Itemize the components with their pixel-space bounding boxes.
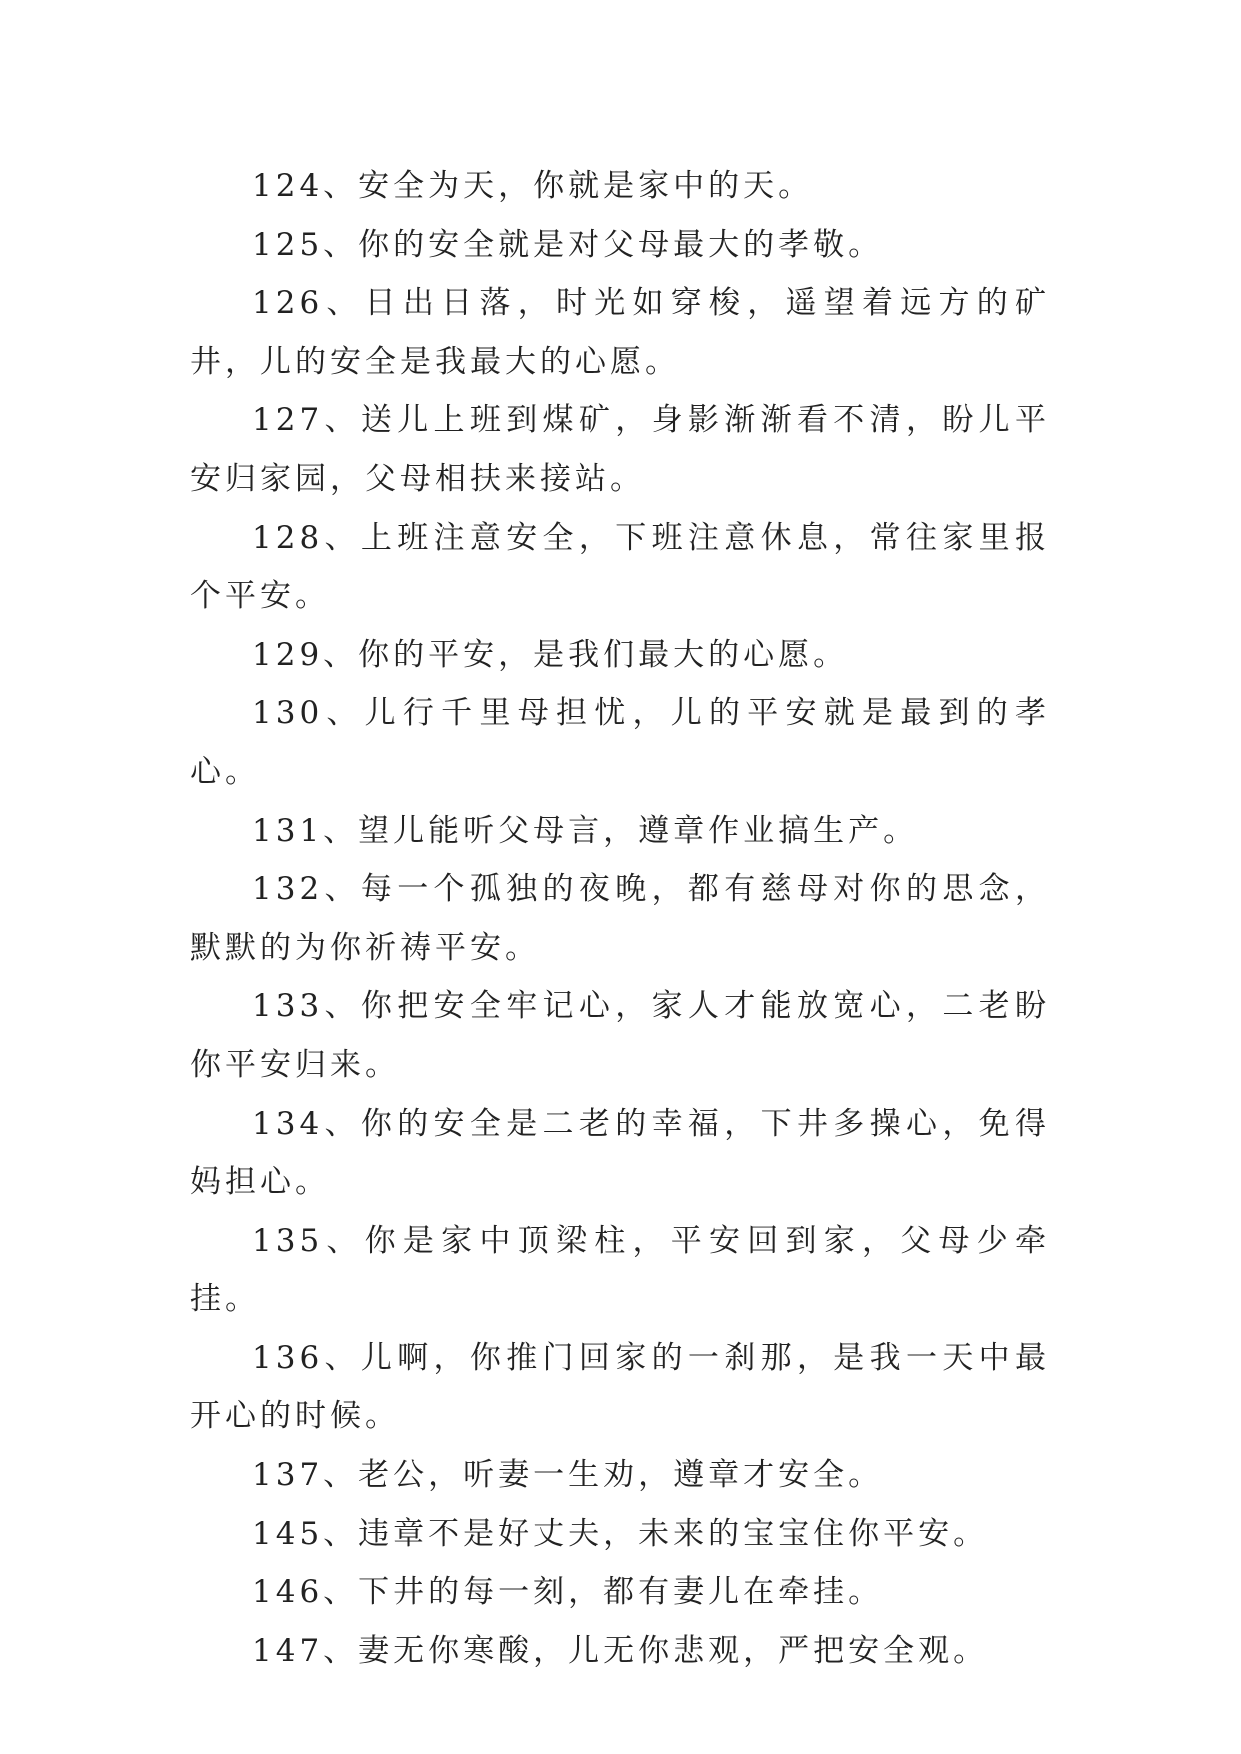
paragraph-146: 146、下井的每一刻，都有妻儿在牵挂。 xyxy=(252,1574,884,1611)
paragraph-126: 126、日出日落，时光如穿梭，遥望着远方的矿井，儿的安全是我最大的心愿。 xyxy=(190,285,1050,380)
paragraph-136: 136、儿啊，你推门回家的一刹那，是我一天中最开心的时候。 xyxy=(190,1339,1050,1435)
paragraph-125: 125、你的安全就是对父母最大的孝敬。 xyxy=(252,226,884,263)
paragraph-128: 128、上班注意安全，下班注意休息，常往家里报个平安。 xyxy=(190,519,1050,615)
paragraph-133: 133、你把安全牢记心，家人才能放宽心，二老盼你平安归来。 xyxy=(190,988,1050,1083)
document-body xyxy=(190,157,1050,1680)
paragraph-130: 130、儿行千里母担忧，儿的平安就是最到的孝心。 xyxy=(190,695,1050,790)
paragraph-129: 129、你的平安，是我们最大的心愿。 xyxy=(252,636,849,673)
paragraph-137: 137、老公，听妻一生劝，遵章才安全。 xyxy=(252,1457,884,1494)
paragraph-147: 147、妻无你寒酸，儿无你悲观，严把安全观。 xyxy=(252,1632,989,1669)
paragraph-135: 135、你是家中顶梁柱，平安回到家，父母少牵挂。 xyxy=(190,1222,1050,1318)
paragraph-131: 131、望儿能听父母言，遵章作业搞生产。 xyxy=(252,812,919,849)
paragraph-132: 132、每一个孤独的夜晚，都有慈母对你的思念，默默的为你祈祷平安。 xyxy=(190,871,1050,966)
paragraph-134: 134、你的安全是二老的幸福，下井多操心，免得妈担心。 xyxy=(190,1105,1050,1201)
paragraph-145: 145、违章不是好丈夫，未来的宝宝住你平安。 xyxy=(252,1515,989,1552)
paragraph-127: 127、送儿上班到煤矿，身影渐渐看不清，盼儿平安归家园，父母相扶来接站。 xyxy=(190,402,1050,497)
paragraph-124: 124、安全为天，你就是家中的天。 xyxy=(252,168,814,204)
